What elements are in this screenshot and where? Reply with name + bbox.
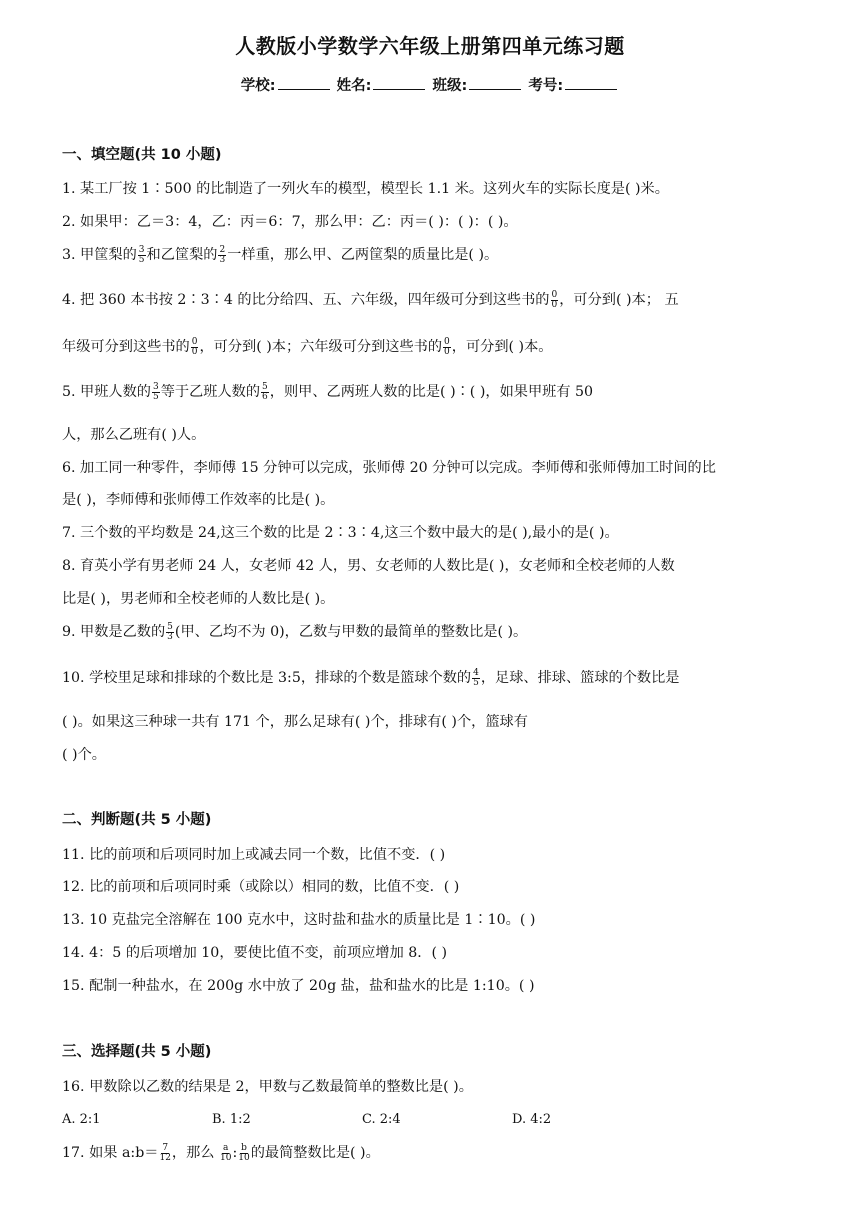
fraction: $\frac{a}{10}$: [220, 1142, 232, 1163]
page-title: 人教版小学数学六年级上册第四单元练习题: [235, 34, 625, 58]
fraction: $\frac{b}{10}$: [238, 1142, 250, 1163]
option-a[interactable]: A. 2:1: [62, 1112, 101, 1127]
question-12: 12. 比的前项和后项同时乘（或除以）相同的数，比值不变．( ): [62, 879, 460, 895]
fraction: $\frac{4}{5}$: [473, 667, 479, 688]
option-d[interactable]: D. 4:2: [512, 1112, 552, 1127]
question-1: 1. 某工厂按 1∶500 的比制造了一列火车的模型，模型长 1.1 米。这列火车的实际长度是( )米。: [62, 181, 669, 197]
school-label: 学校:: [240, 78, 276, 94]
question-2: 2. 如果甲：乙＝3：4，乙：丙＝6：7，那么甲：乙：丙＝( )：( )：( )。: [62, 214, 518, 230]
fraction: $\frac{0}{0}$: [444, 336, 450, 357]
exam-number-label: 考号:: [528, 78, 564, 94]
question-7: 7. 三个数的平均数是 24,这三个数的比是 2∶3∶4,这三个数中最大的是( ),最小的是( )。: [62, 525, 619, 541]
student-info-line: [0, 74, 860, 95]
question-15: 15. 配制一种盐水，在 200g 水中放了 20g 盐，盐和盐水的比是 1:10。( ): [62, 978, 535, 994]
name-blank[interactable]: [373, 77, 425, 90]
question-8-line-2: 比是( )，男老师和全校老师的人数比是( )。: [62, 591, 335, 607]
question-16: 16. 甲数除以乙数的结果是 2，甲数与乙数最简单的整数比是( )。: [62, 1079, 473, 1095]
question-10-line-1: 10. 学校里足球和排球的个数比是 3:5，排球的个数是篮球个数的 $\frac{4}{5}$ ，足球、排球、篮球的个数比是: [62, 667, 680, 688]
question-4-line-2: 年级可分到这些书的 $\frac{0}{0}$ ，可分到( )本；六年级可分到这些书的 $\frac{0}{0}$ ，可分到( )本。: [62, 336, 553, 357]
question-6-line-1: 6. 加工同一种零件，李师傅 15 分钟可以完成，张师傅 20 分钟可以完成。李师傅和张师傅加工时间的比: [62, 460, 716, 476]
question-10-line-2: ( )。如果这三种球一共有 171 个，那么足球有( )个，排球有( )个，篮球有: [62, 714, 528, 730]
question-10-line-3: ( )个。: [62, 747, 106, 763]
class-label: 班级:: [432, 78, 468, 94]
question-4-line-1: 4. 把 360 本书按 2∶3∶4 的比分给四、五、六年级，四年级可分到这些书的 $\frac{0}{0}$ ，可分到( )本； 五: [62, 289, 679, 310]
fraction: $\frac{3}{5}$: [152, 381, 159, 402]
section-heading-multiple-choice: 三、选择题(共 5 小题): [62, 1044, 212, 1060]
fraction: $\frac{5}{6}$: [262, 381, 268, 402]
fraction: $\frac{5}{3}$: [167, 621, 173, 642]
section-heading-fill-in: 一、填空题(共 10 小题): [62, 147, 222, 163]
question-5-line-1: 5. 甲班人数的 $\frac{3}{5}$ 等于乙班人数的 $\frac{5}{6}$ ，则甲、乙两班人数的比是( )∶( )，如果甲班有 50: [62, 381, 594, 402]
question-5-line-2: 人，那么乙班有( )人。: [62, 427, 206, 443]
question-8-line-1: 8. 育英小学有男老师 24 人，女老师 42 人，男、女老师的人数比是( )，女老师和全校老师的人数: [62, 558, 675, 574]
question-16-options: [62, 1112, 662, 1127]
school-blank[interactable]: [278, 77, 330, 90]
question-17: 17. 如果 a:b＝ $\frac{7}{12}$ ，那么 $\frac{a}{10}$ : $\frac{b}{10}$ 的最简整数比是( )。: [62, 1142, 380, 1163]
question-3: 3. 甲筐梨的 $\frac{3}{5}$ 和乙筐梨的 $\frac{2}{3}$ 一样重，那么甲、乙两筐梨的质量比是( )。: [62, 244, 499, 265]
fraction: $\frac{7}{12}$: [159, 1142, 171, 1163]
exam-number-blank[interactable]: [565, 77, 617, 90]
name-label: 姓名:: [336, 78, 372, 94]
option-b[interactable]: B. 1:2: [212, 1112, 251, 1127]
fraction: $\frac{2}{3}$: [219, 244, 226, 265]
fraction: $\frac{0}{0}$: [191, 336, 198, 357]
section-heading-true-false: 二、判断题(共 5 小题): [62, 812, 212, 828]
question-13: 13. 10 克盐完全溶解在 100 克水中，这时盐和盐水的质量比是 1∶10。( ): [62, 912, 536, 928]
fraction: $\frac{0}{0}$: [551, 289, 558, 310]
class-blank[interactable]: [469, 77, 521, 90]
option-c[interactable]: C. 2:4: [362, 1112, 401, 1127]
question-11: 11. 比的前项和后项同时加上或减去同一个数，比值不变．( ): [62, 847, 446, 863]
question-14: 14. 4：5 的后项增加 10，要使比值不变，前项应增加 8．( ): [62, 945, 448, 961]
question-9: 9. 甲数是乙数的 $\frac{5}{3}$ (甲、乙均不为 0)，乙数与甲数的最简单的整数比是( )。: [62, 621, 528, 642]
fraction: $\frac{3}{5}$: [138, 244, 145, 265]
question-6-line-2: 是( )，李师傅和张师傅工作效率的比是( )。: [62, 492, 335, 508]
